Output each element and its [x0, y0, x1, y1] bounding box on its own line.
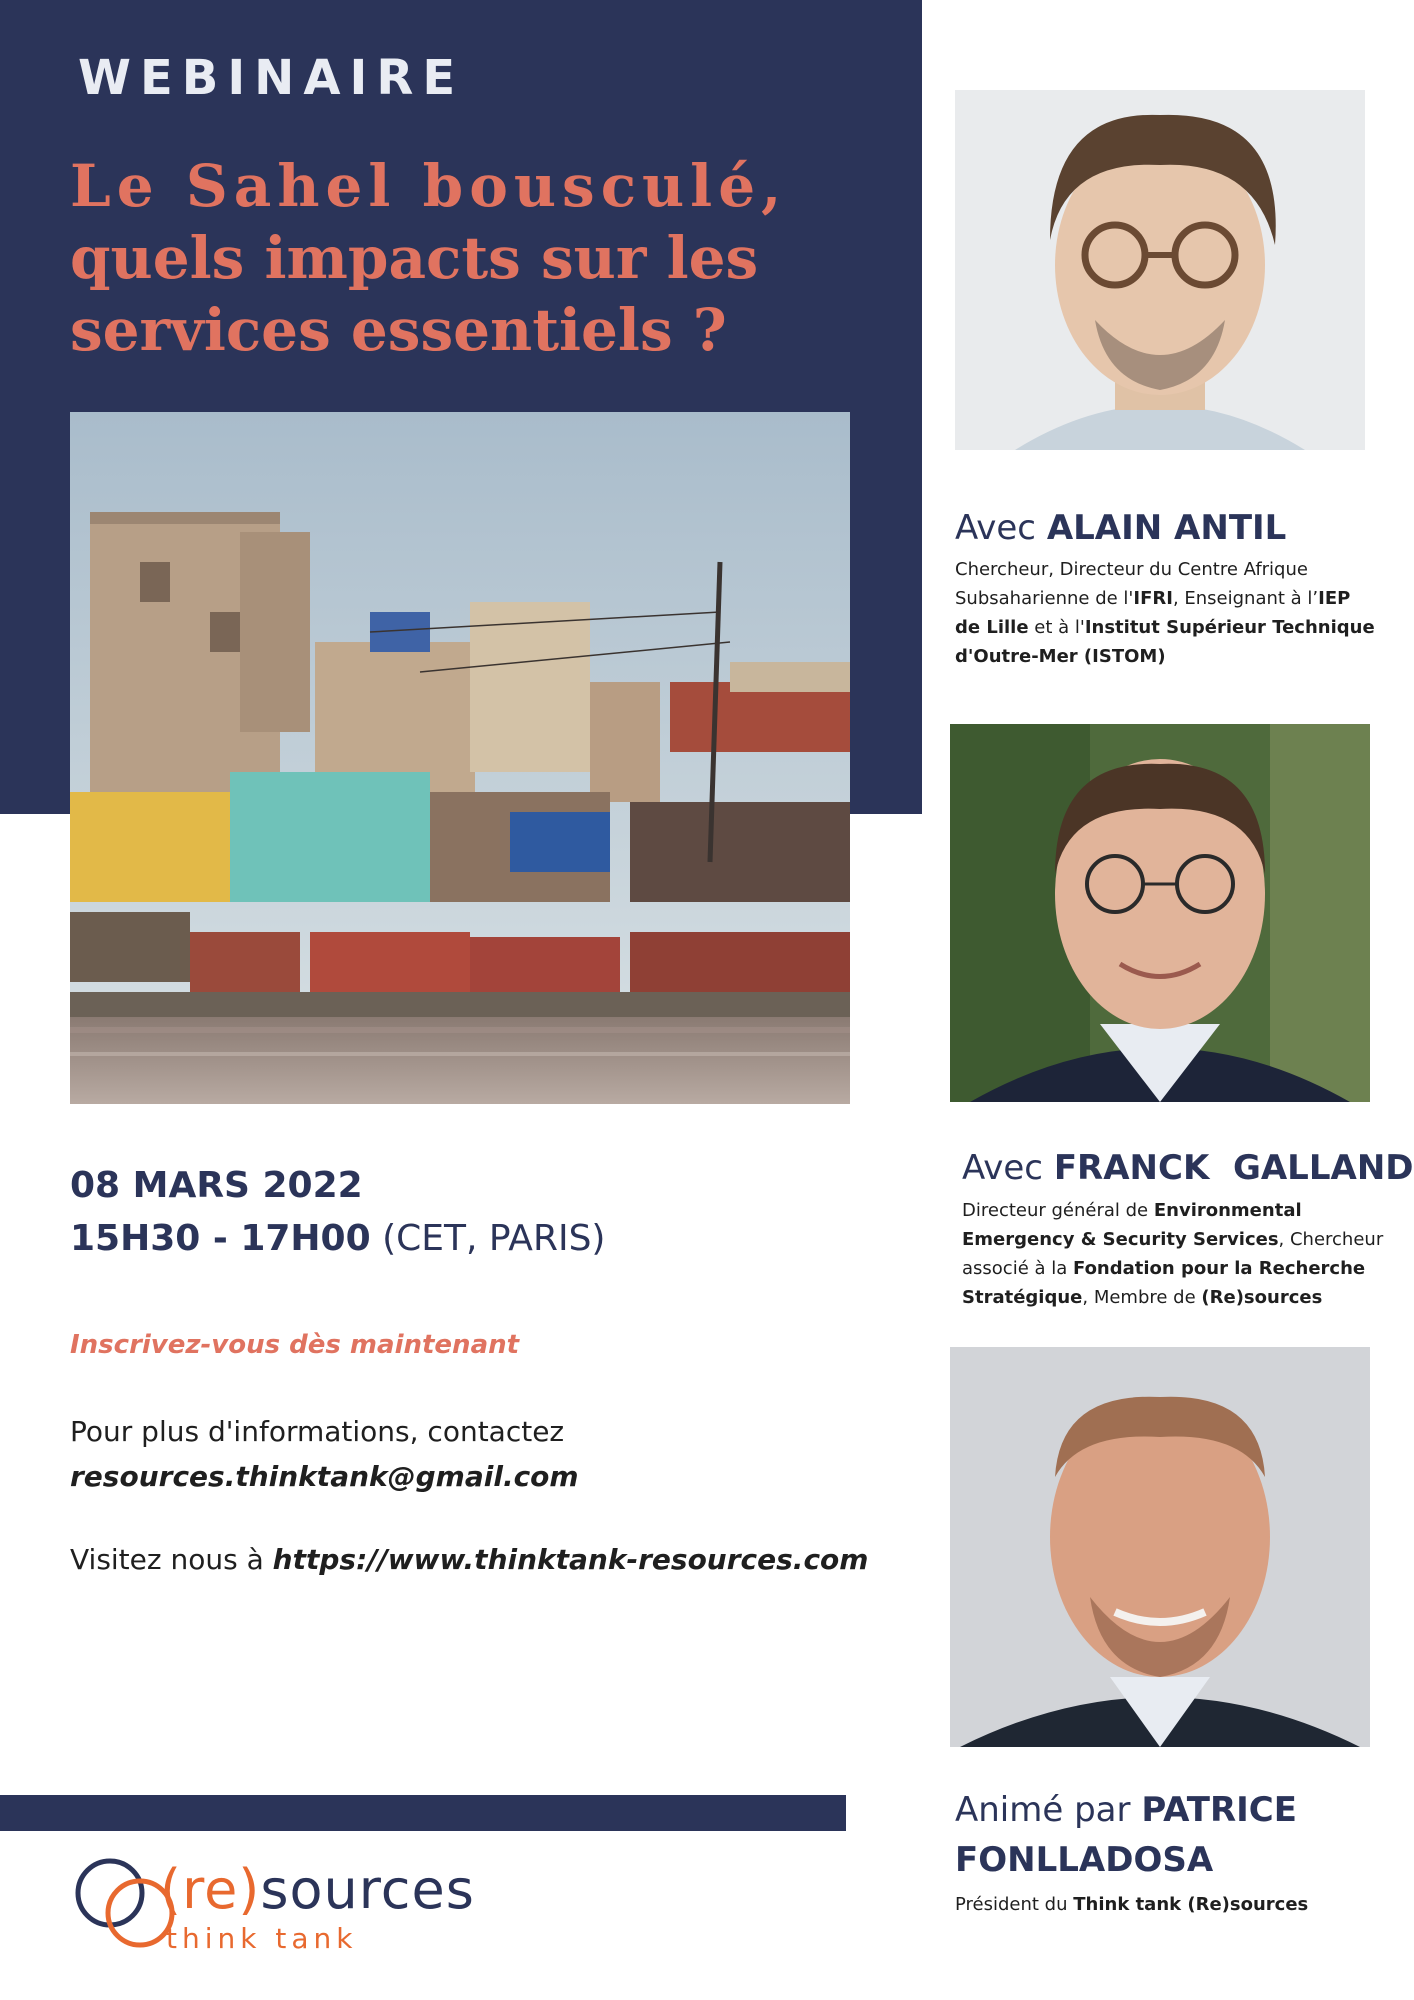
title-line-2: quels impacts sur les: [70, 224, 759, 292]
logo-wordmark: (re)sources: [160, 1858, 475, 1921]
website-link[interactable]: https://www.thinktank-resources.com: [272, 1543, 869, 1576]
event-date: 08 MARS 2022: [70, 1165, 363, 1206]
footer-bar: [0, 1795, 846, 1831]
info-text: Pour plus d'informations, contactez: [70, 1415, 565, 1448]
moderator-name-line-2: FONLLADOSA: [955, 1840, 1214, 1880]
speaker-1-name: Avec ALAIN ANTIL: [955, 508, 1287, 548]
visit-website: Visitez nous à https://www.thinktank-resources.com: [70, 1543, 869, 1576]
moderator-description: Président du Think tank (Re)sources: [955, 1894, 1309, 1915]
speaker-1-description: Chercheur, Directeur du Centre Afrique Subsaharienne de l'IFRI, Enseignant à l’IEP de Lille et à l'Institut Supérieur Technique d'Outre-Mer (ISTOM): [955, 559, 1375, 667]
speaker-2-name: Avec FRANCK GALLAND: [962, 1148, 1414, 1188]
portrait-alain-antil: [955, 90, 1365, 450]
title-line-1: Le Sahel bousculé,: [70, 152, 788, 220]
contact-email-link[interactable]: resources.thinktank@gmail.com: [70, 1460, 579, 1493]
portrait-franck-galland: [950, 724, 1370, 1102]
event-time: 15H30 - 17H00 (CET, PARIS): [70, 1218, 606, 1259]
webinar-kicker: WEBINAIRE: [78, 50, 465, 106]
event-title: [70, 150, 870, 366]
portrait-patrice-fonlladosa: [950, 1347, 1370, 1747]
speaker-2-description: Directeur général de Environmental Emergency & Security Services, Chercheur associé à la Fondation pour la Recherche Stratégique, Membre de (Re)sources: [962, 1200, 1384, 1308]
logo-subtitle: think tank: [166, 1922, 358, 1955]
register-now-link[interactable]: Inscrivez-vous dès maintenant: [70, 1330, 520, 1360]
title-line-3: services essentiels ?: [70, 296, 727, 364]
hero-photo-sahel-waterfront: [70, 412, 850, 1104]
moderator-name-line-1: Animé par PATRICE: [955, 1790, 1297, 1830]
